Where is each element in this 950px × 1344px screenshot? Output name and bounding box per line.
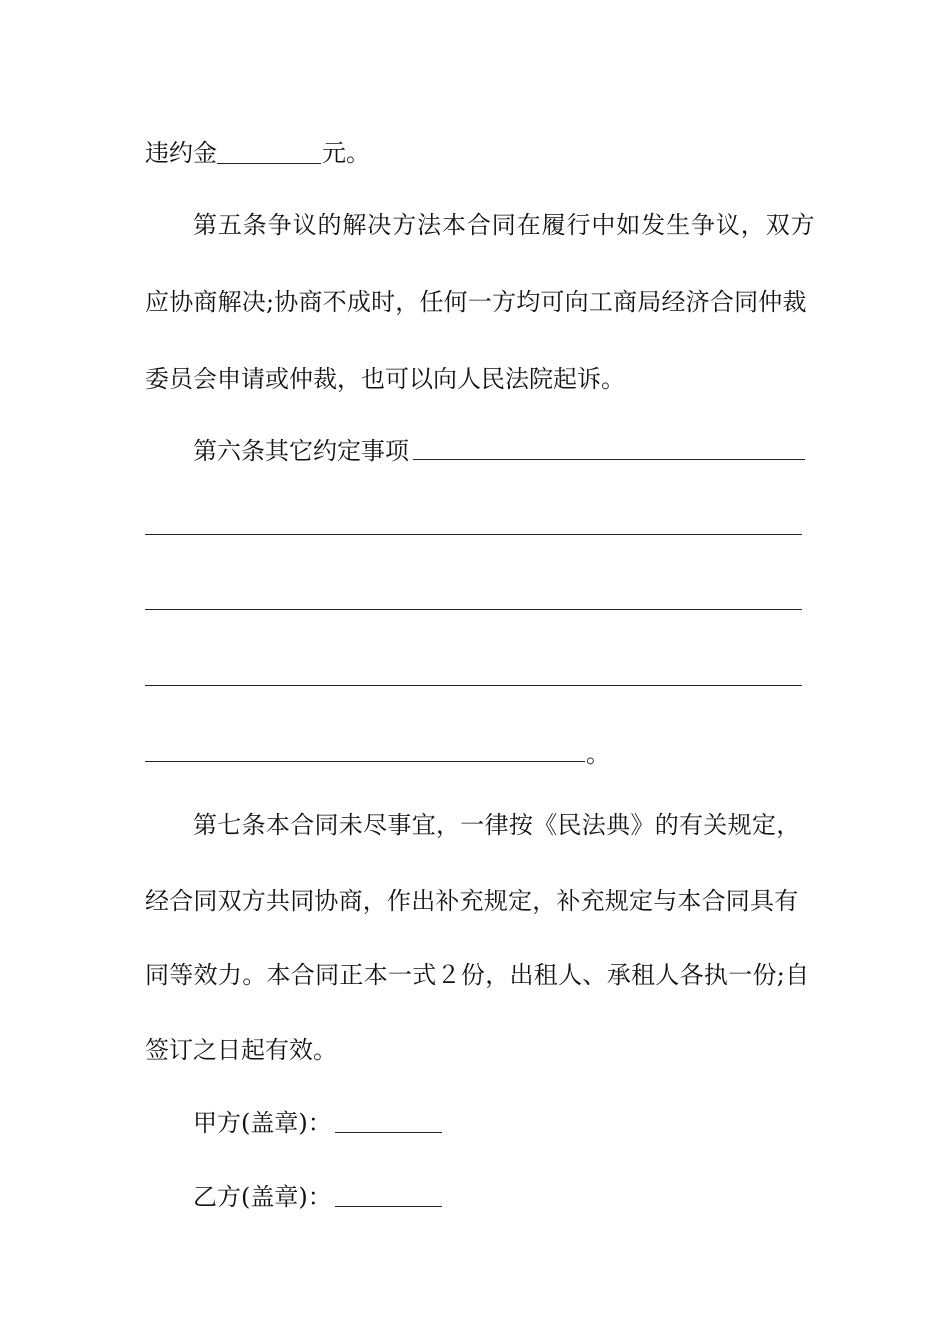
party-b-label: 乙方(盖章)： — [193, 1183, 332, 1211]
clause-5-line-3: 委员会申请或仲裁，也可以向人民法院起诉。 — [145, 365, 625, 393]
clause-6-last-line — [0, 734, 950, 774]
clause-6-blank-2 — [145, 534, 802, 535]
clause-5-line-2: 应协商解决;协商不成时，任何一方均可向工商局经济合同仲裁 — [145, 288, 807, 316]
party-b-seal-blank — [335, 1206, 442, 1207]
clause-6-line — [0, 431, 950, 471]
clause-6-blank-3 — [145, 609, 802, 610]
clause-7-line-1: 第七条本合同未尽事宜，一律按《民法典》的有关规定， — [193, 811, 801, 839]
clause-7-line-2: 经合同双方共同协商，作出补充规定，补充规定与本合同具有 — [145, 887, 799, 915]
penalty-line — [0, 133, 950, 173]
party-a-signature-line — [0, 1103, 950, 1143]
penalty-label: 违约金 — [145, 139, 217, 167]
clause-7-line-3: 同等效力。本合同正本一式２份，出租人、承租人各执一份;自 — [145, 961, 810, 989]
clause-5-line-1: 第五条争议的解决方法本合同在履行中如发生争议，双方 — [193, 211, 816, 239]
party-b-signature-line — [0, 1177, 950, 1217]
party-a-label: 甲方(盖章)： — [193, 1109, 332, 1137]
penalty-amount-blank — [217, 163, 321, 164]
clause-6-end-mark: 。 — [586, 740, 610, 768]
clause-6-label: 第六条其它约定事项 — [193, 437, 409, 465]
clause-6-blank-4 — [145, 685, 802, 686]
clause-6-blank-5 — [145, 761, 585, 762]
party-a-seal-blank — [335, 1132, 442, 1133]
clause-7-line-4: 签订之日起有效。 — [145, 1036, 337, 1064]
clause-6-blank-1 — [413, 459, 805, 460]
penalty-unit: 元。 — [322, 139, 370, 167]
